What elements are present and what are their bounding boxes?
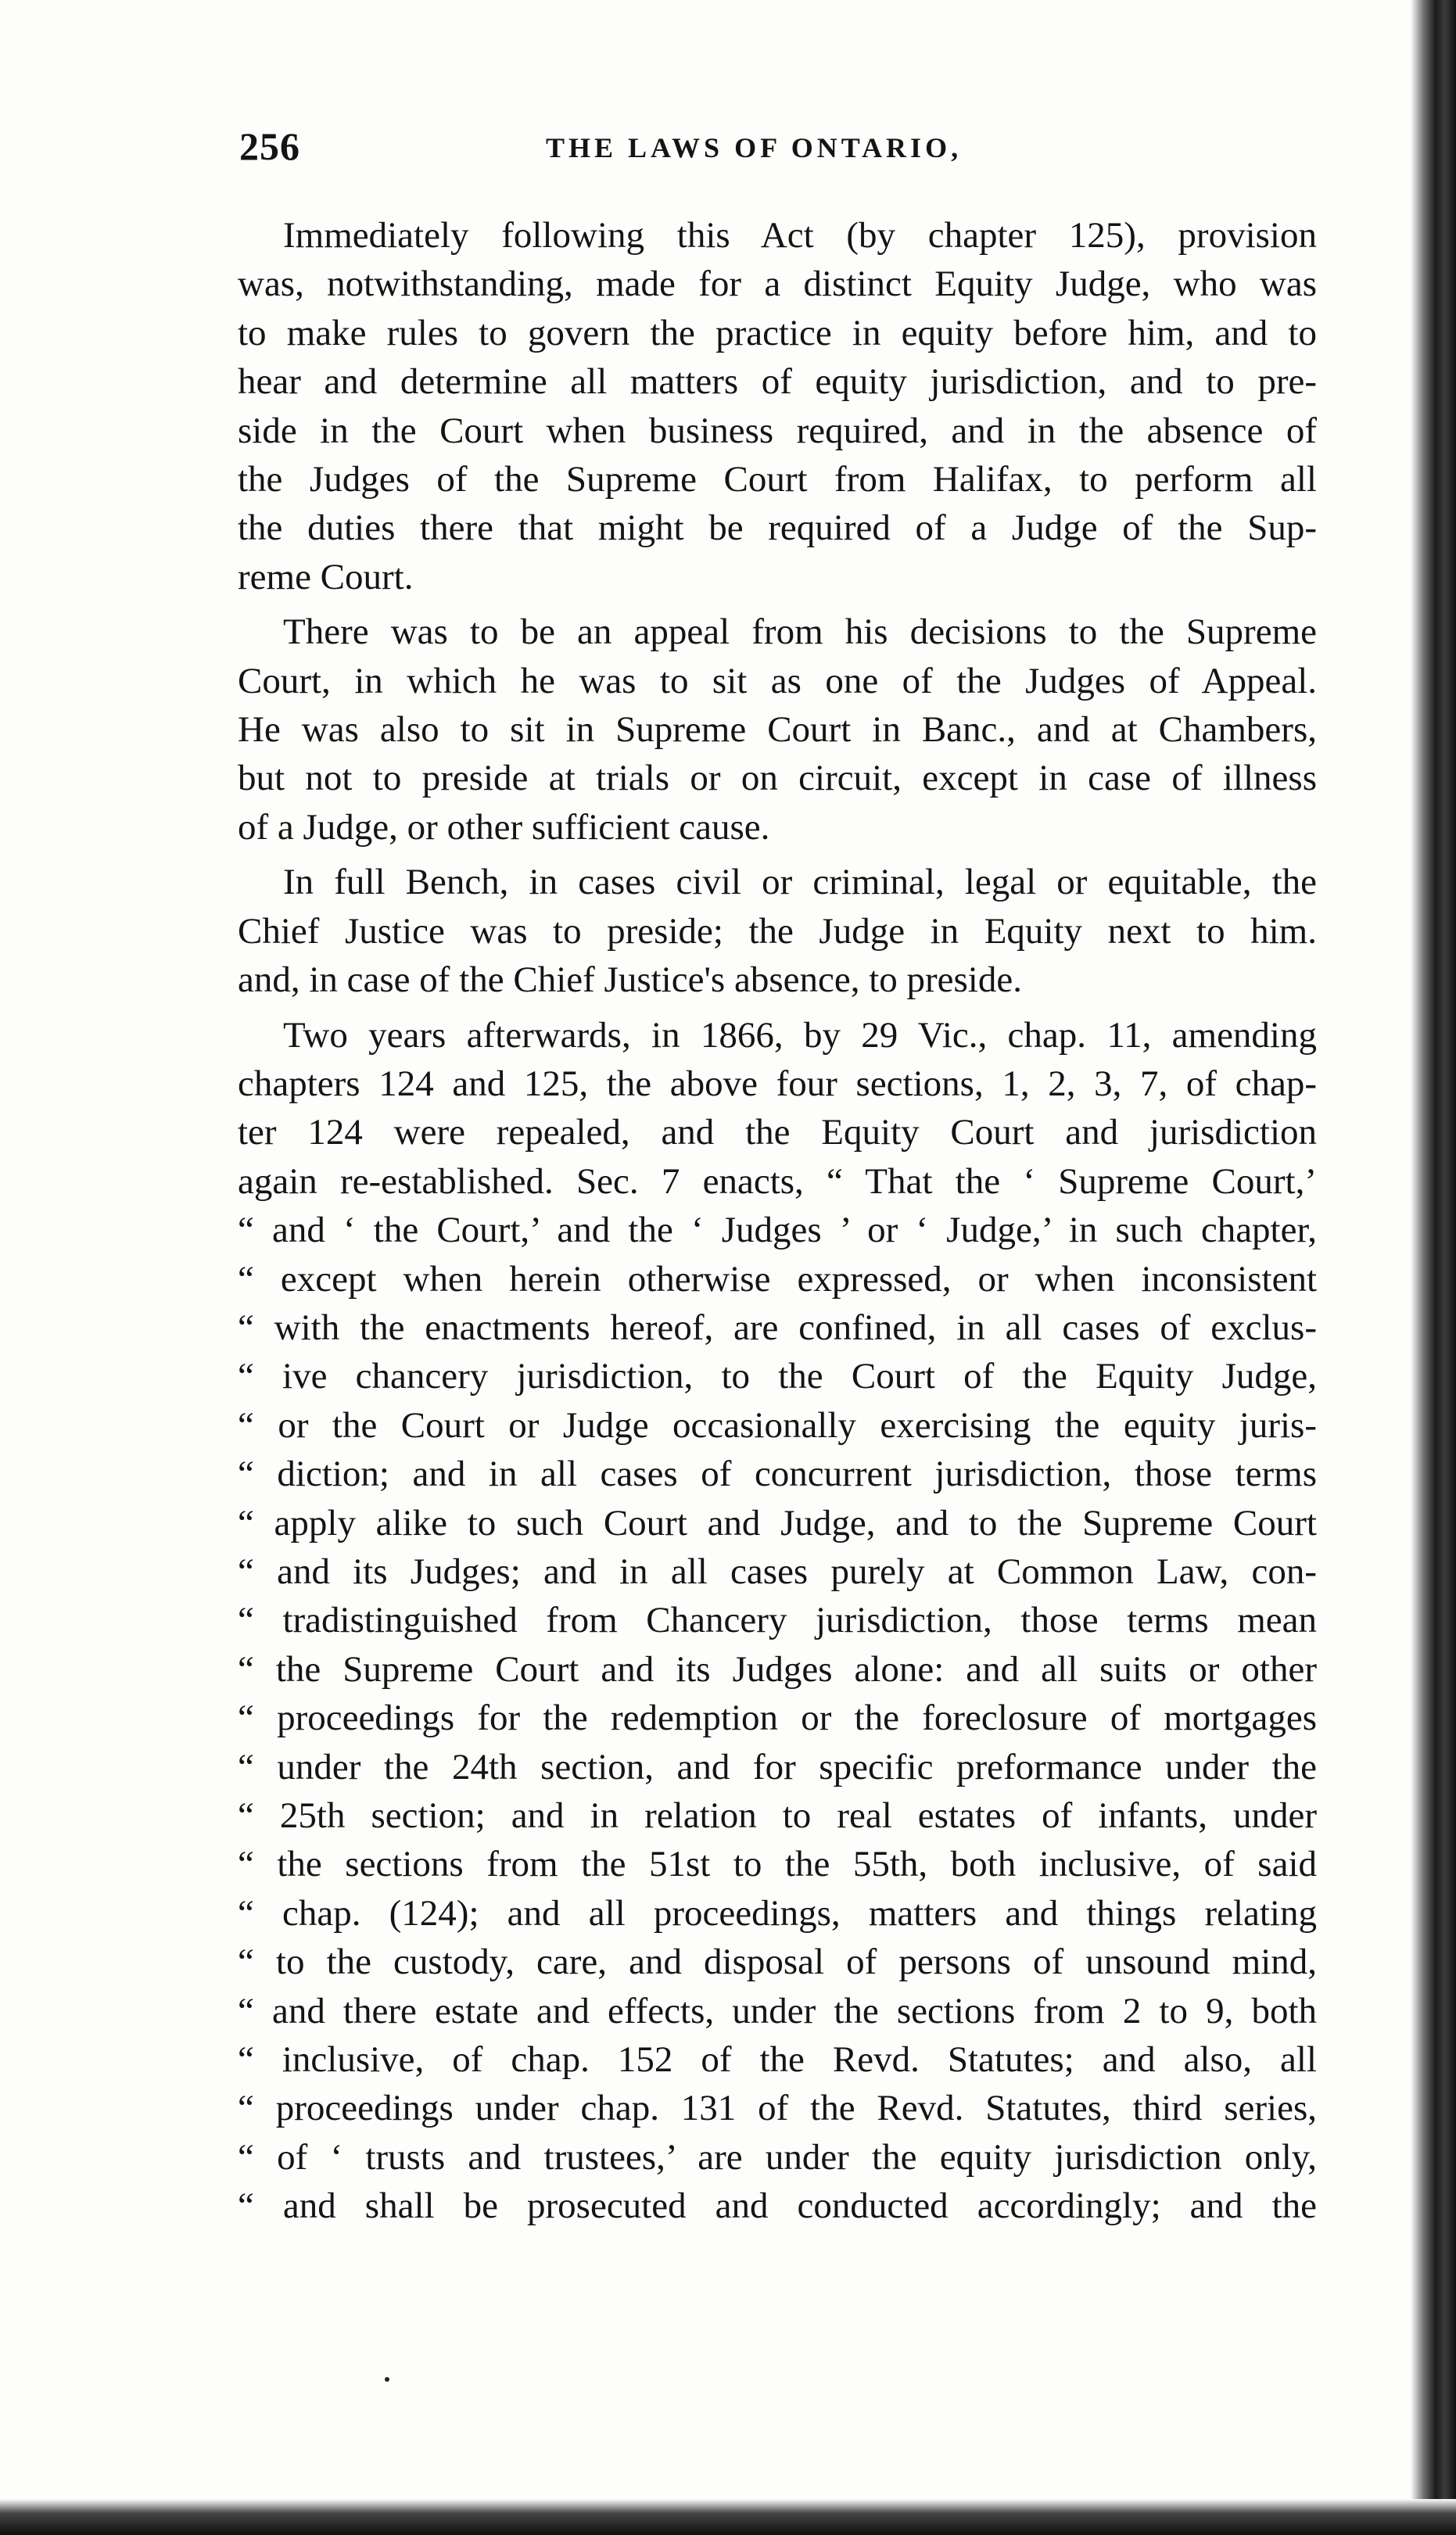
text-line: “ under the 24th section, and for specific preformance under the	[238, 1746, 1317, 1787]
text-line: Two years afterwards, in 1866, by 29 Vic., chap. 11, amending	[283, 1014, 1317, 1056]
text-line: “ ive chancery jurisdiction, to the Court of the Equity Judge,	[238, 1356, 1317, 1397]
text-line: Immediately following this Act (by chapter 125), provision	[283, 215, 1317, 256]
text-line: chapters 124 and 125, the above four sections, 1, 2, 3, 7, of chap-	[238, 1063, 1317, 1104]
text-line: “ proceedings for the redemption or the foreclosure of mortgages	[238, 1698, 1317, 1739]
text-line: “ diction; and in all cases of concurrent jurisdiction, those terms	[238, 1454, 1317, 1495]
text-line: “ except when herein otherwise expressed, or when inconsistent	[238, 1258, 1317, 1300]
text-line: hear and determine all matters of equity jurisdiction, and to pre-	[238, 361, 1317, 403]
text-line: “ 25th section; and in relation to real estates of infants, under	[238, 1795, 1317, 1836]
text-line: There was to be an appeal from his decisions to the Supreme	[283, 611, 1317, 653]
paragraph-3	[238, 858, 1317, 1004]
page-number: 256	[239, 124, 300, 168]
text-line: to make rules to govern the practice in equity before him, and to	[238, 312, 1317, 353]
text-line: reme Court.	[238, 556, 414, 597]
text-line: the Judges of the Supreme Court from Halifax, to perform all	[238, 459, 1317, 500]
text-line: “ with the enactments hereof, are confined, in all cases of exclus-	[238, 1307, 1317, 1348]
text-line: “ proceedings under chap. 131 of the Revd. Statutes, third series,	[238, 2088, 1317, 2129]
running-head: THE LAWS OF ONTARIO,	[546, 132, 963, 163]
text-line: “ to the custody, care, and disposal of persons of unsound mind,	[238, 1942, 1317, 1983]
ink-speck	[385, 2377, 389, 2382]
text-line: “ and there estate and effects, under the sections from 2 to 9, both	[238, 1990, 1317, 2031]
page-bottom-edge	[0, 2499, 1456, 2535]
paragraph-2	[238, 608, 1317, 852]
text-line: “ of ‘ trusts and trustees,’ are under the equity jurisdiction only,	[238, 2136, 1317, 2178]
text-line: again re-established. Sec. 7 enacts, “ That the ‘ Supreme Court,’	[238, 1160, 1317, 1202]
text-line: In full Bench, in cases civil or criminal, legal or equitable, the	[283, 862, 1317, 903]
text-line: “ chap. (124); and all proceedings, matters and things relating	[238, 1892, 1317, 1934]
paragraph-1	[238, 211, 1317, 601]
text-line: “ apply alike to such Court and Judge, and to the Supreme Court	[238, 1502, 1317, 1544]
text-line: “ inclusive, of chap. 152 of the Revd. Statutes; and also, all	[238, 2039, 1317, 2081]
text-line: “ the Supreme Court and its Judges alone: and all suits or other	[238, 1648, 1317, 1690]
text-line: Court, in which he was to sit as one of the Judges of Appeal.	[238, 660, 1317, 701]
text-line: of a Judge, or other sufficient cause.	[238, 806, 770, 848]
page-binding-edge	[1411, 0, 1456, 2535]
text-line: the duties there that might be required of a Judge of the Sup-	[238, 507, 1317, 549]
text-line: ter 124 were repealed, and the Equity Court and jurisdiction	[238, 1112, 1317, 1153]
text-line: “ and ‘ the Court,’ and the ‘ Judges ’ or ‘ Judge,’ in such chapter,	[238, 1210, 1317, 1251]
text-line: was, notwithstanding, made for a distinct Equity Judge, who was	[238, 264, 1317, 305]
text-line: Chief Justice was to preside; the Judge in Equity next to him.	[238, 910, 1317, 952]
text-line: “ the sections from the 51st to the 55th, both inclusive, of said	[238, 1844, 1317, 1885]
text-line: but not to preside at trials or on circuit, except in case of illness	[238, 758, 1317, 799]
text-line: “ and shall be prosecuted and conducted accordingly; and the	[238, 2185, 1317, 2227]
paragraph-4	[238, 1011, 1317, 2231]
text-line: and, in case of the Chief Justice's absence, to preside.	[238, 959, 1022, 1001]
text-line: He was also to sit in Supreme Court in Banc., and at Chambers,	[238, 709, 1317, 751]
text-line: “ and its Judges; and in all cases purely at Common Law, con-	[238, 1551, 1317, 1592]
body-text	[238, 211, 1317, 2231]
text-line: side in the Court when business required, and in the absence of	[238, 410, 1317, 451]
text-line: “ or the Court or Judge occasionally exercising the equity juris-	[238, 1404, 1317, 1446]
text-line: “ tradistinguished from Chancery jurisdiction, those terms mean	[238, 1600, 1317, 1641]
page-header	[211, 117, 1306, 188]
